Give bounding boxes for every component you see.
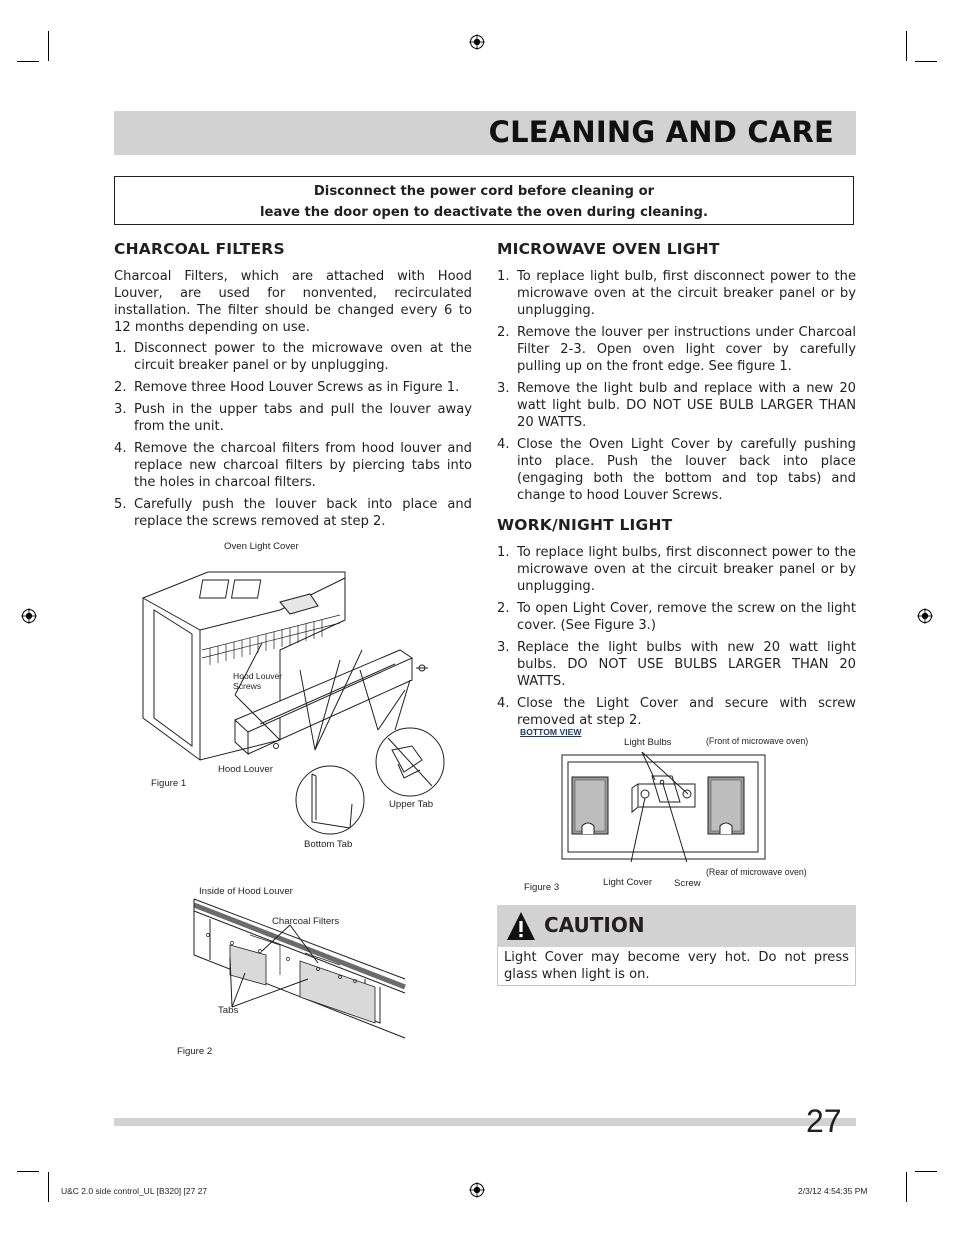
night-light-section xyxy=(497,517,856,734)
list-item xyxy=(114,496,472,530)
step-list xyxy=(497,268,856,504)
figure-label: Tabs xyxy=(218,1005,239,1016)
crop-mark xyxy=(906,31,907,61)
caution-title: CAUTION xyxy=(544,913,645,937)
step-list xyxy=(114,340,472,530)
registration-mark-icon xyxy=(917,608,933,624)
step-text: Carefully push the louver back into place and replace the screws removed at step 2. xyxy=(134,497,472,529)
paragraph: Charcoal Filters, which are attached with Hood Louver, are used for nonvented, recirculated installation. The filter should be changed every 6 to 12 months depending on use. xyxy=(114,269,472,335)
step-number: 1. xyxy=(497,269,510,284)
step-text: Push in the upper tabs and pull the louver away from the unit. xyxy=(134,402,472,434)
title-bar xyxy=(114,111,856,155)
step-text: To open Light Cover, remove the screw on the light cover. (See Figure 3.) xyxy=(517,601,856,633)
figure-label: Hood Louver xyxy=(218,764,273,775)
crop-mark xyxy=(48,1172,49,1202)
step-text: Disconnect power to the microwave oven at the circuit breaker panel or by unplugging. xyxy=(134,341,472,373)
step-text: Close the Light Cover and secure with screw removed at step 2. xyxy=(517,696,856,728)
microwave-light-section xyxy=(497,241,856,509)
step-text: Replace the light bulbs with new 20 watt light bulbs. DO NOT USE BULBS LARGER THAN 20 WATTS. xyxy=(517,640,856,689)
step-number: 1. xyxy=(497,545,510,560)
caution-text: Light Cover may become very hot. Do not press glass when light is on. xyxy=(497,947,856,986)
step-number: 3. xyxy=(497,640,510,655)
list-item xyxy=(497,268,856,319)
step-number: 4. xyxy=(497,437,510,452)
step-text: Remove the louver per instructions under Charcoal Filter 2-3. Open oven light cover by carefully pulling up on the front edge. See figure 1. xyxy=(517,325,856,374)
list-item xyxy=(497,639,856,690)
figure-caption: Figure 2 xyxy=(177,1046,213,1057)
list-item xyxy=(497,544,856,595)
registration-mark-icon xyxy=(469,1182,485,1198)
step-list xyxy=(497,544,856,729)
section-heading: MICROWAVE OVEN LIGHT xyxy=(497,240,720,258)
step-number: 3. xyxy=(114,402,127,417)
step-number: 5. xyxy=(114,497,127,512)
figure-label: Screws xyxy=(233,681,262,691)
step-text: Close the Oven Light Cover by carefully pushing into place. Push the louver back into place (engaging both the bottom and top tabs) and change to hood Louver Screws. xyxy=(517,437,856,503)
crop-mark xyxy=(17,1171,39,1172)
list-item xyxy=(114,379,472,396)
figure-label: Hood Louver xyxy=(233,671,283,681)
notice-line: leave the door open to deactivate the oven during cleaning. xyxy=(259,205,709,220)
figure-label: BOTTOM VIEW xyxy=(520,727,582,737)
step-number: 2. xyxy=(497,601,510,616)
list-item xyxy=(114,340,472,374)
print-slug: U&C 2.0 side control_UL [B320] [27 27 xyxy=(61,1186,208,1196)
figure-caption: Figure 3 xyxy=(524,882,560,893)
figure-label: Inside of Hood Louver xyxy=(199,886,293,897)
section-heading: CHARCOAL FILTERS xyxy=(114,240,285,258)
registration-mark-icon xyxy=(21,608,37,624)
list-item xyxy=(497,695,856,729)
page-number: 27 xyxy=(806,1103,842,1139)
figure-label: Upper Tab xyxy=(389,799,434,810)
caution-header xyxy=(497,905,856,947)
list-item xyxy=(497,600,856,634)
section-heading: WORK/NIGHT LIGHT xyxy=(497,516,673,534)
step-number: 4. xyxy=(497,696,510,711)
print-slug: 2/3/12 4:54:35 PM xyxy=(798,1186,868,1196)
figure-3-illustration xyxy=(560,752,770,862)
list-item xyxy=(497,436,856,504)
step-number: 4. xyxy=(114,441,127,456)
step-text: Remove the light bulb and replace with a new 20 watt light bulb. DO NOT USE BULB LARGER THAN 20 WATTS. xyxy=(517,381,856,430)
figure-label: Screw xyxy=(674,878,701,889)
crop-mark xyxy=(906,1172,907,1202)
list-item xyxy=(497,324,856,375)
step-text: To replace light bulb, first disconnect power to the microwave oven at the circuit breaker panel or by unplugging. xyxy=(517,269,856,318)
figure-label: Light Cover xyxy=(603,877,653,888)
figure-label: (Front of microwave oven) xyxy=(706,736,809,746)
list-item xyxy=(497,380,856,431)
step-text: Remove three Hood Louver Screws as in Figure 1. xyxy=(134,380,460,395)
registration-mark-icon xyxy=(469,34,485,50)
step-number: 2. xyxy=(497,325,510,340)
notice-box xyxy=(114,176,854,225)
figure-label: Oven Light Cover xyxy=(224,541,299,552)
figure-label: Bottom Tab xyxy=(304,839,353,850)
list-item xyxy=(114,440,472,491)
page-title: CLEANING AND CARE xyxy=(488,115,834,149)
step-number: 3. xyxy=(497,381,510,396)
crop-mark xyxy=(915,1171,937,1172)
figure-caption: Figure 1 xyxy=(151,778,187,789)
step-number: 1. xyxy=(114,341,127,356)
step-text: To replace light bulbs, first disconnect power to the microwave oven at the circuit breaker panel or by unplugging. xyxy=(517,545,856,594)
warning-icon xyxy=(505,910,537,942)
step-number: 2. xyxy=(114,380,127,395)
figure-label: (Rear of microwave oven) xyxy=(706,867,807,877)
figure-label: Light Bulbs xyxy=(624,737,672,748)
notice-line: Disconnect the power cord before cleaning or xyxy=(313,184,655,199)
step-text: Remove the charcoal filters from hood louver and replace new charcoal filters by piercing tabs into the holes in charcoal filters. xyxy=(134,441,472,490)
footer-bar xyxy=(114,1118,856,1126)
figure-label: Charcoal Filters xyxy=(272,916,340,927)
list-item xyxy=(114,401,472,435)
crop-mark xyxy=(915,61,937,62)
crop-mark xyxy=(48,31,49,61)
crop-mark xyxy=(17,61,39,62)
charcoal-filters-section xyxy=(114,241,472,535)
